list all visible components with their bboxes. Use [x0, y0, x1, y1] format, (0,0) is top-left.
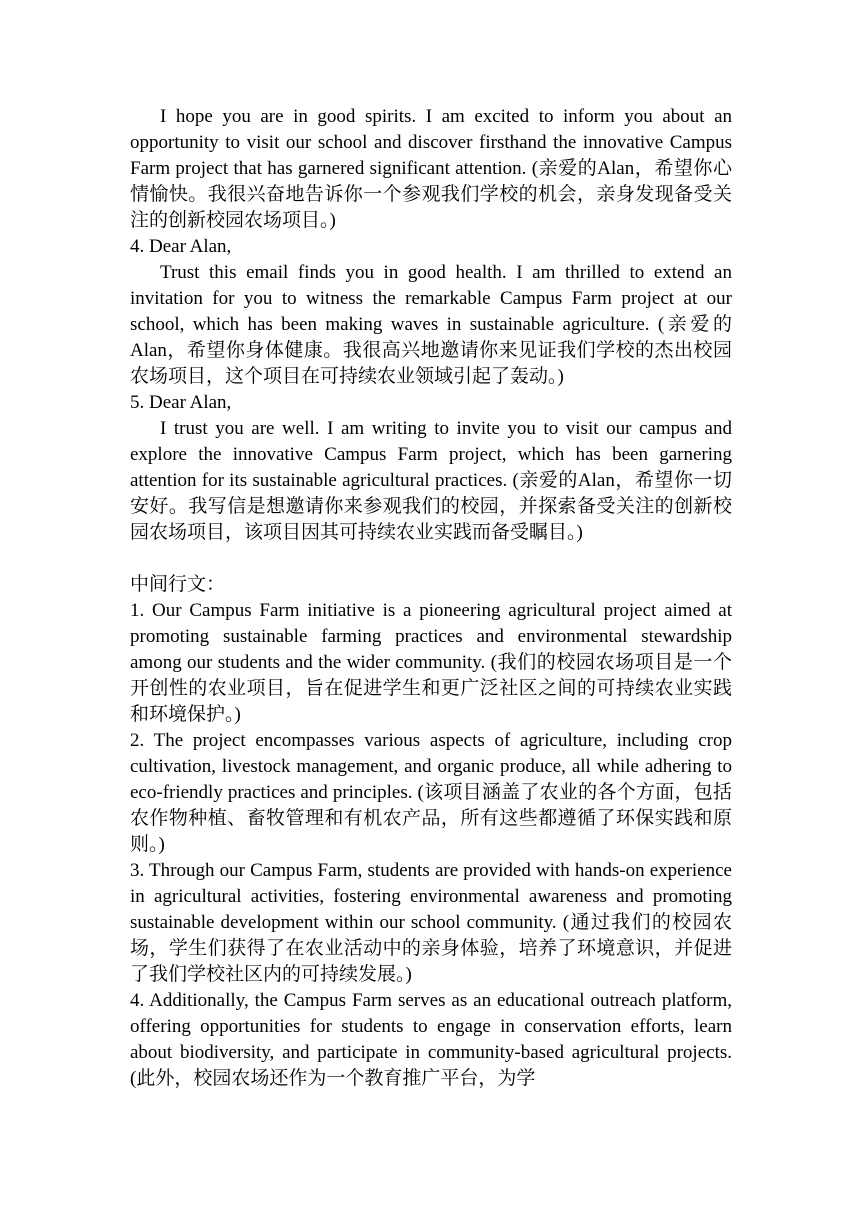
- body-item: 2. The project encompasses various aspects of agriculture, including crop cultivation, livestock management, and organic produce, all while adhering to eco-friendly practices and principles. (该项目涵盖了农业的各个方面，包括农作物种植、畜牧管理和有机农产品，所有这些都遵循了环保实践和原则。): [130, 730, 732, 855]
- body-item: 4. Additionally, the Campus Farm serves as an educational outreach platform, offering opportunities for students to engage in conservation efforts, learn about biodiversity, and participate in community-based agricultural projects. (此外，校园农场还作为一个教育推广平台，为学: [130, 990, 732, 1089]
- salutation: 5. Dear Alan,: [130, 392, 232, 413]
- body-item: 3. Through our Campus Farm, students are provided with hands-on experience in agricultural activities, fostering environmental awareness and promoting sustainable development within our school community. (通过我们的校园农场，学生们获得了在农业活动中的亲身体验，培养了环境意识，并促进了我们学校社区内的可持续发展。): [130, 860, 732, 985]
- intro-paragraph: I hope you are in good spirits. I am excited to inform you about an opportunity to visit our school and discover firsthand the innovative Campus Farm project that has garnered significant attention. (亲爱的Alan，希望你心情愉快。我很兴奋地告诉你一个参观我们学校的机会，亲身发现备受关注的创新校园农场项目。): [130, 106, 732, 231]
- document-page: [130, 104, 732, 1092]
- opening-paragraph: I trust you are well. I am writing to invite you to visit our campus and explore the innovative Campus Farm project, which has been garnering attention for its sustainable agricultural practices. (亲爱的Alan，希望你一切安好。我写信是想邀请你来参观我们的校园，并探索备受关注的创新校园农场项目，该项目因其可持续农业实践而备受瞩目。): [130, 418, 732, 543]
- opening-paragraph: Trust this email finds you in good health. I am thrilled to extend an invitation for you to witness the remarkable Campus Farm project at our school, which has been making waves in sustainable agriculture. (亲爱的Alan，希望你身体健康。我很高兴地邀请你来见证我们学校的杰出校园农场项目，这个项目在可持续农业领域引起了轰动。): [130, 262, 732, 387]
- section-heading: 中间行文：: [130, 574, 226, 595]
- blank-line: [130, 546, 732, 572]
- salutation: 4. Dear Alan,: [130, 236, 232, 257]
- body-item: 1. Our Campus Farm initiative is a pioneering agricultural project aimed at promoting sustainable farming practices and environmental stewardship among our students and the wider community. (我们的校园农场项目是一个开创性的农业项目，旨在促进学生和更广泛社区之间的可持续农业实践和环境保护。): [130, 600, 732, 725]
